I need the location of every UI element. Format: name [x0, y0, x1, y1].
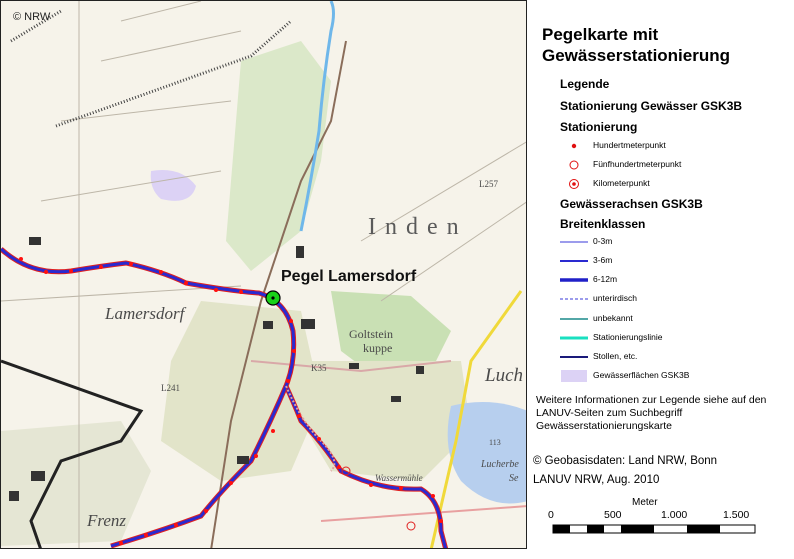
line-0-3m-icon — [560, 235, 590, 249]
road — [321, 506, 527, 521]
section-axes: Gewässerachsen GSK3B — [560, 197, 703, 211]
place-label-lucherberg-2: Se — [509, 473, 519, 484]
lake-label: 113 — [489, 438, 501, 447]
road-label-l257: L257 — [479, 179, 498, 189]
geo-attribution: © Geobasisdaten: Land NRW, Bonn LANUV NRW, Aug. 2010 — [533, 455, 718, 486]
gauge-label: Pegel Lamersdorf — [281, 268, 417, 285]
town-label-inden: Inden — [368, 214, 468, 240]
place-label-kuppe: kuppe — [363, 341, 393, 355]
scale-unit: Meter — [632, 497, 658, 508]
water-area-icon — [560, 369, 590, 383]
line-6-12m-icon — [560, 273, 590, 287]
scale-tick-500: 500 — [604, 509, 622, 521]
section-width: Breitenklassen — [560, 217, 646, 231]
line-stationing-icon — [560, 331, 590, 345]
road-label-l241: L241 — [161, 383, 180, 393]
scale-tick-1500: 1.500 — [723, 509, 750, 521]
road-label-k35: K35 — [311, 363, 327, 373]
scale-tick-1000: 1.000 — [661, 509, 688, 521]
settlement-area — [161, 301, 321, 481]
place-label-wassermuehle: Wassermühle — [375, 473, 423, 483]
place-label-frenz: Frenz — [87, 511, 127, 530]
map-copyright: © NRW — [13, 11, 51, 23]
line-underground-icon — [560, 292, 590, 306]
place-label-lucherberg: Lucherbe — [481, 459, 519, 470]
line-3-6m-icon — [560, 254, 590, 268]
place-label-goltstein: Goltstein — [349, 327, 393, 341]
legend-panel: Pegelkarte mit Gewässerstationierung Legende Stationierung Gewässer GSK3B Stationierung Hundertmeterpunkt Fünfhundertmeterpunkt Kilometerpunkt Gewässerachsen GSK3B Breitenklassen 0-3m 3-6m 6-12m unterirdisch unbekannt Stationierungslinie Stollen, etc. Gewässerflächen GSK3B Weitere Informationen zur Legende siehe auf den LANUV-Seiten zum Suchbegriff Gewässerstationierungskarte © Geobasisdaten: Land NRW, Bonn LANUV NRW, Aug. 2010 Meter 0 500 1.000 1.500 — [528, 0, 794, 559]
section-stationing-water: Stationierung Gewässer GSK3B — [560, 99, 743, 113]
line-tunnels-icon — [560, 350, 590, 364]
kilometer-icon — [560, 177, 590, 191]
line-unknown-icon — [560, 312, 590, 326]
scale-bar — [552, 524, 756, 534]
scale-tick-0: 0 — [548, 509, 554, 521]
legend-heading: Legende — [560, 77, 610, 91]
legend-note: Weitere Informationen zur Legende siehe auf den LANUV-Seiten zum Suchbegriff Gewässerstationierungskarte — [536, 394, 767, 432]
topographic-map — [1, 1, 527, 549]
section-stationing: Stationierung — [560, 120, 638, 134]
fivehundredmeter-icon — [560, 158, 590, 172]
legend-title: Pegelkarte mit Gewässerstationierung — [542, 25, 731, 65]
settlement-area — [301, 361, 471, 481]
place-label-lamersdorf: Lamersdorf — [105, 304, 185, 323]
place-label-luch: Luch — [485, 365, 523, 386]
water-area — [151, 170, 196, 201]
hundredmeter-icon — [560, 139, 590, 153]
settlement-area — [1, 421, 151, 546]
